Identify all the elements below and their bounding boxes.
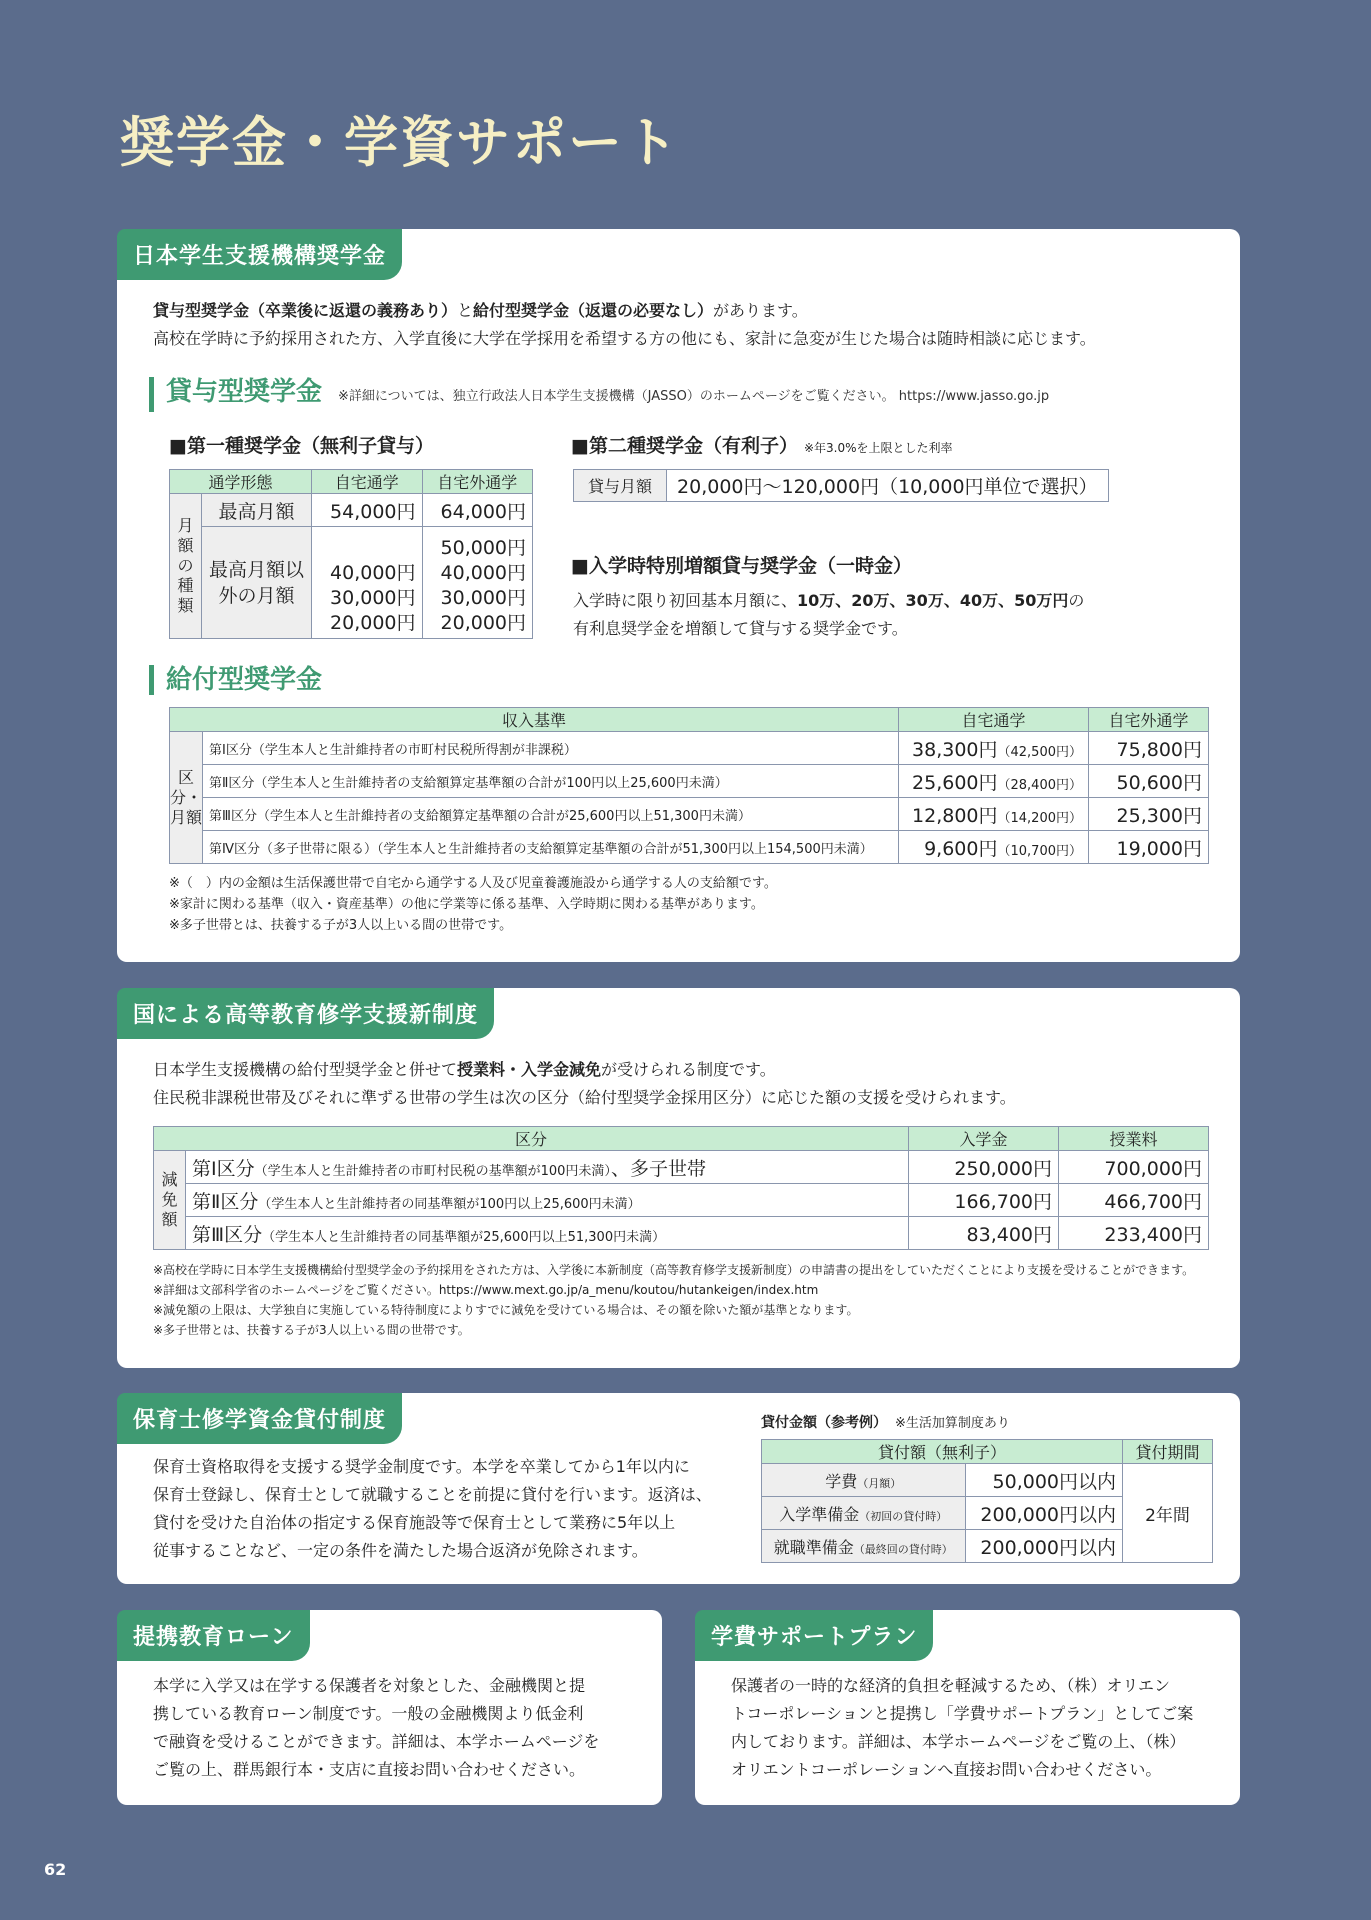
jasso-intro-line2: 高校在学時に予約採用された方、入学直後に大学在学採用を希望する方の他にも、家計に急変が生じた場合は随時相談に応じます。 [153,329,1096,348]
national-line2: 住民税非課税世帯及びそれに準ずる世帯の学生は次の区分（給付型奨学金採用区分）に応じた額の支援を受けられます。 [153,1088,1016,1107]
national-notes: ※高校在学時に日本学生支援機構給付型奨学金の予約採用をされた方は、入学後に本新制度（高等教育修学支援新制度）の申請書の提出をしていただくことにより支援を受けることができます。 ※詳細は文部科学省のホームページをご覧ください。https://www.mext.go.jp/a_menu/koutou/hutankeigen/index.htm ※減免額の上限は、大学独自に実施している特待制度によりすでに減免を受けている場合は、その額を除いた額が基準となります。 ※多子世帯とは、扶養する子が3人以上いる間の世帯です。 [153,1263,1195,1337]
support-text: 保護者の一時的な経済的負担を軽減するため、（株）オリエン トコーポレーションと提携し「学費サポートプラン」としてご案 内しております。詳細は、本学ホームページをご覧の上、（株） オリエントコーポレーションへ直接お問い合わせください。 [731,1676,1194,1779]
type1-heading: ■第一種奨学金（無利子貸与） [169,435,434,457]
grant-cell: 38,300円（42,500円） [899,732,1089,765]
national-cell: 250,000円 [909,1151,1059,1184]
jasso-link-note: ※詳細については、独立行政法人日本学生支援機構（JASSO）のホームページをご覧ください。 https://www.jasso.go.jp [338,389,1050,404]
support-panel [695,1610,1240,1805]
childcare-header: 貸付期間 [1123,1440,1213,1464]
grant-cell: 25,600円（28,400円） [899,765,1089,798]
page-title: 奨学金・学資サポート [120,111,680,174]
jasso-intro-line1: 貸与型奨学金（卒業後に返還の義務あり）と給付型奨学金（返還の必要なし）があります。 [153,301,808,320]
type1-cell: 64,000円 [422,494,533,527]
grant-header: 自宅通学 [899,708,1089,732]
jasso-panel [117,229,1240,962]
grant-cell: 9,600円（10,700円） [899,831,1089,864]
special-line1: 入学時に限り初回基本月額に、10万、20万、30万、40万、50万円の [573,591,1085,610]
national-panel [117,988,1240,1368]
national-side-label: 減免額 [154,1151,186,1250]
childcare-tab: 保育士修学資金貸付制度 [117,1393,402,1444]
childcare-cell: 50,000円以内 [965,1464,1122,1497]
grant-table [169,707,1209,864]
type1-table [169,469,533,639]
childcare-cell: 200,000円以内 [965,1530,1122,1563]
grant-row-label: 第Ⅱ区分（学生本人と生計維持者の支給額算定基準額の合計が100円以上25,600円未満） [203,765,899,798]
loan-text: 本学に入学又は在学する保護者を対象とした、金融機関と提 携している教育ローン制度です。一般の金融機関より低金利 で融資を受けることができます。詳細は、本学ホームページを ご覧の上、群馬銀行本・支店に直接お問い合わせください。 [153,1676,600,1779]
childcare-cell: 200,000円以内 [965,1497,1122,1530]
childcare-table-title: 貸付金額（参考例） ※生活加算制度あり [761,1415,1010,1431]
grant-row-label: 第Ⅲ区分（学生本人と生計維持者の支給額算定基準額の合計が25,600円以上51,300円未満） [203,798,899,831]
type2-heading: ■第二種奨学金（有利子） ※年3.0%を上限とした利率 [571,435,953,457]
page-number: 62 [44,1860,67,1879]
type1-header: 自宅通学 [312,470,423,494]
national-cell: 466,700円 [1059,1184,1209,1217]
childcare-row-label: 就職準備金（最終回の貸付時） [762,1530,966,1563]
national-row-label: 第Ⅰ区分（学生本人と生計維持者の市町村民税の基準額が100円未満）、多子世帯 [186,1151,909,1184]
national-cell: 83,400円 [909,1217,1059,1250]
grant-cell: 50,600円 [1089,765,1209,798]
type1-side-label: 月額の種類 [170,494,202,639]
loan-scholarship-heading: 貸与型奨学金 ※詳細については、独立行政法人日本学生支援機構（JASSO）のホームページをご覧ください。 https://www.jasso.go.jp [149,377,1049,412]
grant-row-label: 第Ⅰ区分（学生本人と生計維持者の市町村民税所得割が非課税） [203,732,899,765]
type1-cell: 54,000円 [312,494,423,527]
type2-value: 20,000円〜120,000円（10,000円単位で選択） [667,470,1109,502]
grant-row-label: 第Ⅳ区分（多子世帯に限る）（学生本人と生計維持者の支給額算定基準額の合計が51,300円以上154,500円未満） [203,831,899,864]
grant-scholarship-heading: 給付型奨学金 [149,665,322,695]
special-line2: 有利息奨学金を増額して貸与する奨学金です。 [573,619,908,638]
childcare-row-label: 学費（月額） [762,1464,966,1497]
grant-cell: 12,800円（14,200円） [899,798,1089,831]
national-cell: 233,400円 [1059,1217,1209,1250]
national-header: 入学金 [909,1127,1059,1151]
national-table [153,1126,1209,1250]
grant-header: 収入基準 [170,708,899,732]
grant-cell: 75,800円 [1089,732,1209,765]
childcare-row-label: 入学準備金（初回の貸付時） [762,1497,966,1530]
type1-cell: 50,000円 40,000円 30,000円 20,000円 [422,527,533,639]
national-header: 授業料 [1059,1127,1209,1151]
type1-header: 自宅外通学 [422,470,533,494]
type1-row-label: 最高月額以外の月額 [202,527,312,639]
grant-cell: 19,000円 [1089,831,1209,864]
type2-label: 貸与月額 [574,470,667,502]
support-tab: 学費サポートプラン [695,1610,933,1661]
childcare-header: 貸付額（無利子） [762,1440,1123,1464]
grant-side-label: 区分・月額 [170,732,203,864]
jasso-notes: ※（ ）内の金額は生活保護世帯で自宅から通学する人及び児童養護施設から通学する人の支給額です。 ※家計に関わる基準（収入・資産基準）の他に学業等に係る基準、入学時期に関わる基準があります。 ※多子世帯とは、扶養する子が3人以上いる間の世帯です。 [169,876,777,933]
national-cell: 700,000円 [1059,1151,1209,1184]
national-row-label: 第Ⅲ区分（学生本人と生計維持者の同基準額が25,600円以上51,300円未満） [186,1217,909,1250]
loan-panel [117,1610,662,1805]
national-header: 区分 [154,1127,909,1151]
type1-row-label: 最高月額 [202,494,312,527]
childcare-panel [117,1393,1240,1584]
type1-cell: 40,000円 30,000円 20,000円 [312,527,423,639]
national-line1: 日本学生支援機構の給付型奨学金と併せて授業料・入学金減免が受けられる制度です。 [153,1060,776,1079]
grant-cell: 25,300円 [1089,798,1209,831]
childcare-text: 保育士資格取得を支援する奨学金制度です。本学を卒業してから1年以内に 保育士登録し、保育士として就職することを前提に貸付を行います。返済は、 貸付を受けた自治体の指定する保育施設等で保育士として業務に5年以上 従事することなど、一定の条件を満たした場合返済が免除されます。 [153,1457,712,1560]
jasso-tab: 日本学生支援機構奨学金 [117,229,402,280]
special-heading: ■入学時特別増額貸与奨学金（一時金） [571,555,912,577]
national-tab: 国による高等教育修学支援新制度 [117,988,494,1039]
type1-header: 通学形態 [170,470,312,494]
type2-table [573,469,1109,502]
national-cell: 166,700円 [909,1184,1059,1217]
childcare-period: 2年間 [1123,1464,1213,1563]
national-row-label: 第Ⅱ区分（学生本人と生計維持者の同基準額が100円以上25,600円未満） [186,1184,909,1217]
grant-header: 自宅外通学 [1089,708,1209,732]
loan-tab: 提携教育ローン [117,1610,310,1661]
childcare-table [761,1439,1213,1563]
